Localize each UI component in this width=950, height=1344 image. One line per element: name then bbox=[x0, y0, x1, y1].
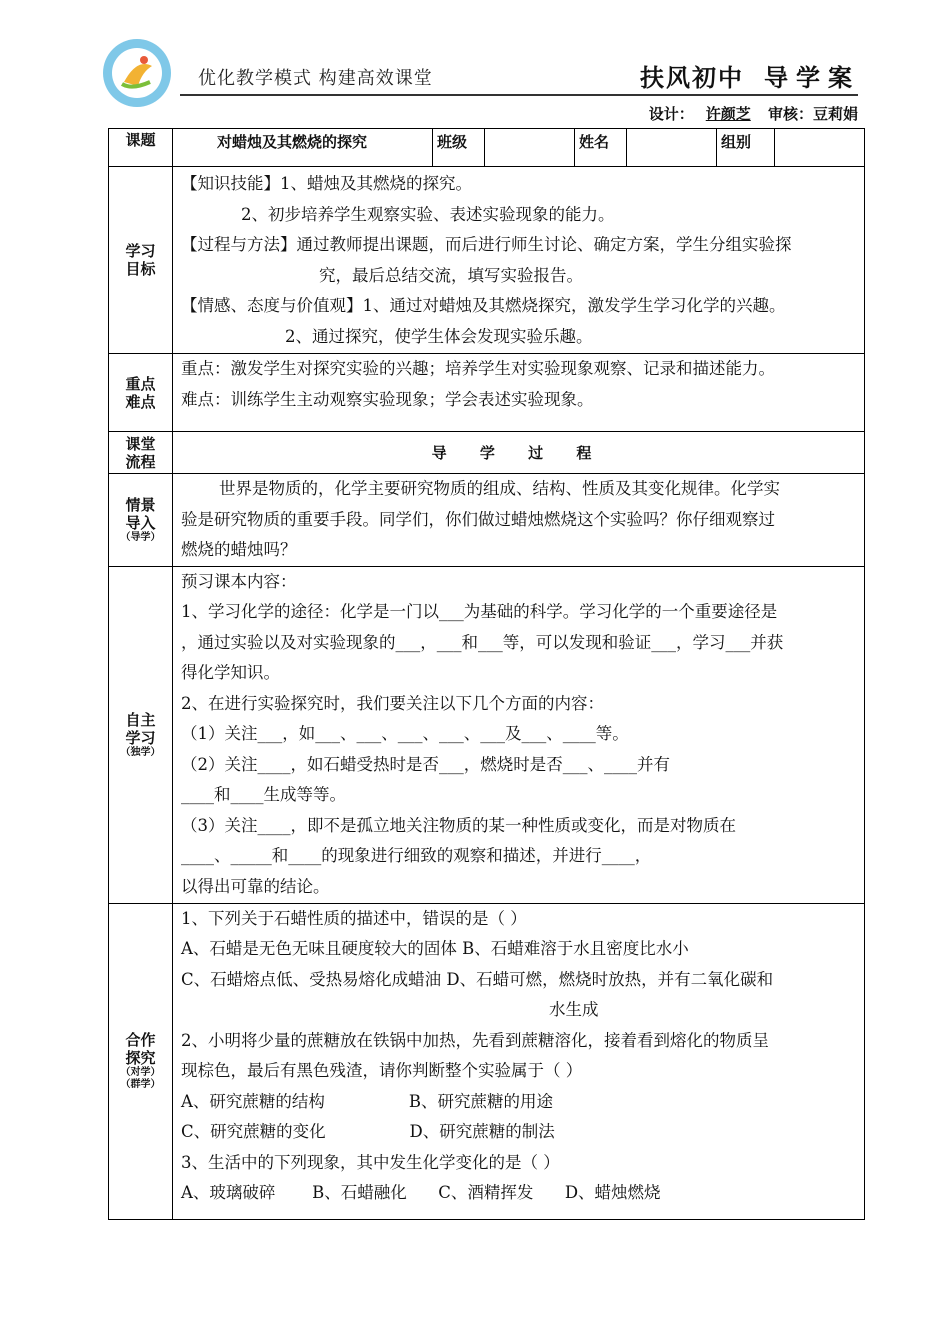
designer-name: 许颜芝 bbox=[705, 105, 751, 123]
objective-line: 2、初步培养学生观察实验、表述实验现象的能力。 bbox=[241, 204, 615, 224]
selfstudy-line: ____、_____和____的现象进行细致的观察和描述，并进行____， bbox=[181, 846, 652, 865]
keypoint-line: 重点：激发学生对探究实验的兴趣；培养学生对实验现象观察、记录和描述能力。 bbox=[181, 359, 775, 378]
objective-line: 【过程与方法】通过教师提出课题，而后进行师生讨论、确定方案，学生分组实验探 bbox=[181, 235, 792, 254]
question-line: 2、小明将少量的蔗糖放在铁锅中加热，先看到蔗糖溶化，接着看到熔化的物质呈 bbox=[181, 1030, 769, 1050]
intro-line: 世界是物质的，化学主要研究物质的组成、结构、性质及其变化规律。化学实 bbox=[219, 479, 780, 498]
slogan: 优化教学模式 构建高效课堂 bbox=[198, 68, 433, 89]
cooperative-row bbox=[109, 903, 865, 1219]
keypoints-row bbox=[109, 354, 865, 432]
class-field[interactable] bbox=[485, 129, 575, 167]
class-label: 班级 bbox=[433, 129, 485, 167]
objectives-content bbox=[173, 167, 865, 354]
selfstudy-line: ，通过实验以及对实验现象的___，___和___等，可以发现和验证___，学习___并获 bbox=[181, 632, 784, 652]
cooperative-label bbox=[109, 903, 173, 1219]
header-divider bbox=[180, 94, 858, 96]
school-logo bbox=[102, 38, 172, 108]
topic-label: 课题 bbox=[109, 129, 173, 167]
selfstudy-label bbox=[109, 566, 173, 903]
question-option: C、石蜡熔点低、受热易熔化成蜡油 D、石蜡可燃，燃烧时放热，并有二氧化碳和 bbox=[181, 969, 774, 989]
objective-line: 究，最后总结交流，填写实验报告。 bbox=[319, 265, 583, 285]
process-label-text: 课堂流程 bbox=[125, 434, 156, 471]
name-label: 姓名 bbox=[575, 129, 627, 167]
intro-content bbox=[173, 474, 865, 567]
process-label bbox=[109, 432, 173, 474]
selfstudy-line: 得化学知识。 bbox=[181, 663, 280, 682]
credit-line bbox=[649, 103, 858, 124]
objectives-label-text: 学习目标 bbox=[125, 242, 156, 278]
question-line: 现棕色，最后有黑色残渣，请你判断整个实验属于（ ） bbox=[181, 1061, 583, 1080]
selfstudy-line: 1、学习化学的途径：化学是一门以___为基础的科学。学习化学的一个重要途径是 bbox=[181, 602, 778, 621]
selfstudy-line: 以得出可靠的结论。 bbox=[181, 876, 330, 896]
question-option: A、石蜡是无色无味且硬度较大的固体 B、石蜡难溶于水且密度比水小 bbox=[181, 939, 689, 958]
designer-label: 设计： bbox=[648, 105, 694, 123]
intro-label bbox=[109, 474, 173, 567]
question-line: 3、生活中的下列现象，其中发生化学变化的是（ ） bbox=[181, 1152, 560, 1172]
cooperative-sub2: （群学） bbox=[120, 1079, 161, 1090]
selfstudy-row bbox=[109, 566, 865, 903]
process-row bbox=[109, 432, 865, 474]
objective-line: 2、通过探究，使学生体会发现实验乐趣。 bbox=[285, 326, 593, 346]
intro-line: 燃烧的蜡烛吗？ bbox=[181, 540, 297, 559]
question-line: 1、下列关于石蜡性质的描述中，错误的是（ ） bbox=[181, 908, 527, 928]
intro-line: 验是研究物质的重要手段。同学们，你们做过蜡烛燃烧这个实验吗？你仔细观察过 bbox=[181, 509, 775, 529]
selfstudy-line: （1）关注___，如___、___、___、___、___及___、____等。 bbox=[181, 724, 629, 743]
name-field[interactable] bbox=[627, 129, 717, 167]
keypoints-content bbox=[173, 354, 865, 432]
selfstudy-line: （3）关注____，即不是孤立地关注物质的某一种性质或变化，而是对物质在 bbox=[181, 815, 736, 835]
cooperative-content bbox=[173, 903, 865, 1219]
topic-value: 对蜡烛及其燃烧的探究 bbox=[173, 129, 433, 167]
question-option: A、玻璃破碎 B、石蜡融化 C、酒精挥发 D、蜡烛燃烧 bbox=[181, 1183, 661, 1202]
keypoints-label-text: 重点难点 bbox=[125, 374, 156, 411]
selfstudy-line: ____和____生成等等。 bbox=[181, 785, 346, 804]
intro-sub: （导学） bbox=[120, 531, 161, 543]
group-field[interactable] bbox=[775, 129, 865, 167]
question-option: C、研究蔗糖的变化 D、研究蔗糖的制法 bbox=[181, 1122, 555, 1141]
school-title bbox=[640, 58, 860, 93]
objective-line: 【知识技能】1、蜡烛及其燃烧的探究。 bbox=[181, 174, 472, 193]
intro-row bbox=[109, 474, 865, 567]
process-title: 导 学 过 程 bbox=[173, 432, 865, 474]
question-option: 水生成 bbox=[549, 1000, 599, 1019]
school-name: 扶风初中 bbox=[640, 64, 744, 92]
doc-type: 导学案 bbox=[764, 64, 860, 92]
cooperative-sub1: （对学） bbox=[120, 1067, 161, 1078]
keypoint-line: 难点：训练学生主动观察实验现象；学会表述实验现象。 bbox=[181, 389, 594, 409]
keypoints-label bbox=[109, 354, 173, 432]
intro-label-text: 情景导入 bbox=[125, 495, 156, 532]
objectives-label bbox=[109, 167, 173, 354]
selfstudy-sub: （独学） bbox=[120, 746, 161, 758]
selfstudy-label-text: 自主学习 bbox=[125, 710, 156, 747]
selfstudy-content bbox=[173, 566, 865, 903]
reviewer: 审核：豆莉娟 bbox=[767, 105, 858, 123]
question-option: A、研究蔗糖的结构 B、研究蔗糖的用途 bbox=[181, 1091, 553, 1111]
selfstudy-line: （2）关注____，如石蜡受热时是否___，燃烧时是否___、____并有 bbox=[181, 754, 670, 774]
info-row bbox=[109, 129, 865, 167]
objective-line: 【情感、态度与价值观】1、通过对蜡烛及其燃烧探究，激发学生学习化学的兴趣。 bbox=[181, 296, 786, 315]
objectives-row bbox=[109, 167, 865, 354]
lesson-table bbox=[108, 128, 865, 1220]
group-label: 组别 bbox=[717, 129, 775, 167]
selfstudy-line: 预习课本内容： bbox=[181, 571, 297, 591]
cooperative-label-text: 合作探究 bbox=[125, 1031, 156, 1067]
selfstudy-line: 2、在进行实验探究时，我们要关注以下几个方面的内容： bbox=[181, 693, 604, 713]
